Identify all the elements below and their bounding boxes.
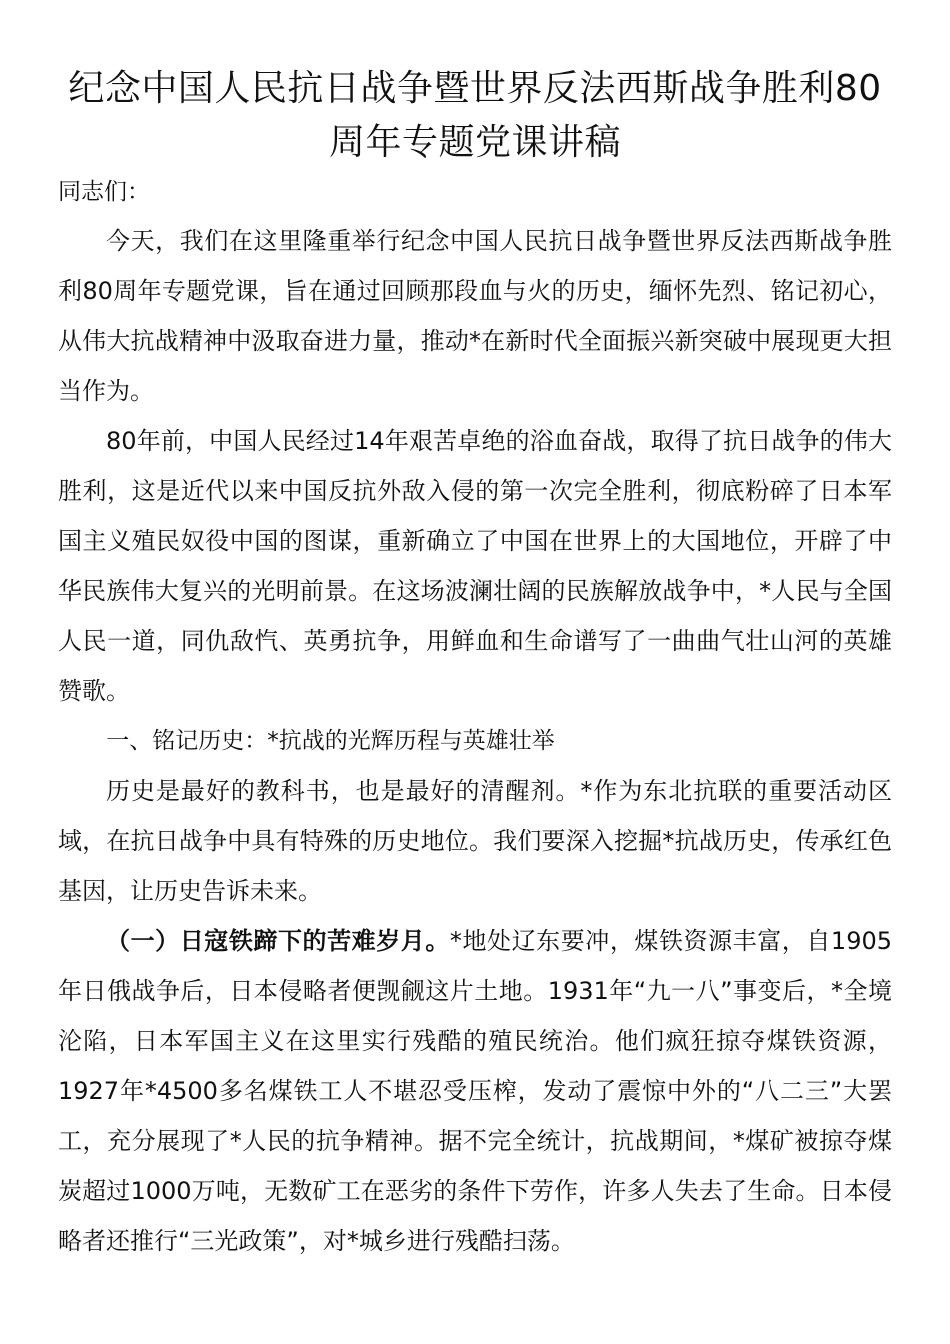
section-heading: 一、铭记历史：*抗战的光辉历程与英雄壮举 [106,728,555,754]
intro-paragraph-1: 今天，我们在这里隆重举行纪念中国人民抗日战争暨世界反法西斯战争胜利80周年专题党课，旨在通过回顾那段血与火的历史，缅怀先烈、铭记初心，从伟大抗战精神中汲取奋进力量，推动*在新时代全面振兴新突破中展现更大担当作为。 [58,227,892,405]
subsection-text: *地处辽东要冲，煤铁资源丰富，自1905年日俄战争后，日本侵略者便觊觎这片土地。1931年“九一八”事变后，*全境沦陷，日本军国主义在这里实行残酷的殖民统治。他们疯狂掠夺煤铁资源，1927年*4500多名煤铁工人不堪忍受压榨，发动了震惊中外的“八二三”大罢工，充分展现了*人民的抗争精神。据不完全统计，抗战期间，*煤矿被掠夺煤炭超过1000万吨，无数矿工在恶劣的条件下劳作，许多人失去了生命。日本侵略者还推行“三光政策”，对*城乡进行残酷扫荡。 [58,927,893,1255]
subsection-lead: （一）日寇铁蹄下的苦难岁月。 [106,927,450,955]
document-page [58,62,892,1266]
intro-paragraph-2: 80年前，中国人民经过14年艰苦卓绝的浴血奋战，取得了抗日战争的伟大胜利，这是近代以来中国反抗外敌入侵的第一次完全胜利，彻底粉碎了日本军国主义殖民奴役中国的图谋，重新确立了中国在世界上的大国地位，开辟了中华民族伟大复兴的光明前景。在这场波澜壮阔的民族解放战争中，*人民与全国人民一道，同仇敌忾、英勇抗争，用鲜血和生命谱写了一曲曲气壮山河的英雄赞歌。 [58,427,892,705]
document-title: 纪念中国人民抗日战争暨世界反法西斯战争胜利80周年专题党课讲稿 [68,68,882,163]
section-paragraph: 历史是最好的教科书，也是最好的清醒剂。*作为东北抗联的重要活动区域，在抗日战争中具有特殊的历史地位。我们要深入挖掘*抗战历史，传承红色基因，让历史告诉未来。 [58,777,892,905]
subsection-paragraph [58,916,892,1266]
salutation: 同志们： [58,179,150,205]
